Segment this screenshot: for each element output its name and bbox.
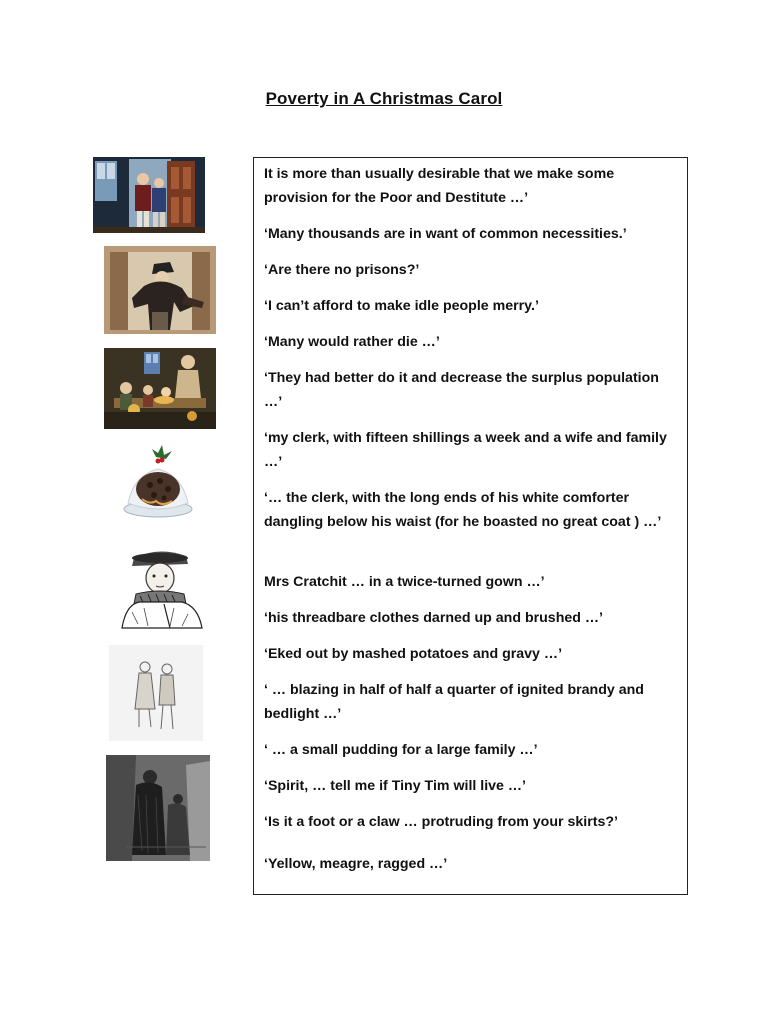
quote-idle-people-merry: ‘I can’t afford to make idle people merry.’ xyxy=(264,298,539,314)
boy-with-scarf-sketch xyxy=(104,542,214,630)
ignorance-and-want-engraving xyxy=(106,755,210,861)
doorway-gentlemen-illustration xyxy=(93,157,205,233)
quote-white-comforter: ‘… the clerk, with the long ends of his white comforter dangling below his waist (for he boasted no great coat ) …’ xyxy=(264,490,662,530)
quote-tiny-tim-live: ‘Spirit, … tell me if Tiny Tim will live …’ xyxy=(264,778,527,794)
quote-mrs-cratchit-gown: Mrs Cratchit … in a twice-turned gown …’ xyxy=(264,574,545,590)
quotes-box xyxy=(253,157,688,895)
quote-surplus-population: ‘They had better do it and decrease the surplus population …’ xyxy=(264,370,659,410)
quote-provision-for-poor: It is more than usually desirable that we make some provision for the Poor and Destitute …’ xyxy=(264,166,615,206)
page-title: Poverty in A Christmas Carol xyxy=(265,89,503,108)
christmas-pudding-illustration xyxy=(112,443,212,528)
quote-many-thousands: ‘Many thousands are in want of common necessities.’ xyxy=(264,226,627,242)
scrooge-hunched-illustration xyxy=(104,246,216,334)
quote-rather-die: ‘Many would rather die …’ xyxy=(264,334,440,350)
two-children-sketch xyxy=(109,645,203,741)
quote-are-there-no-prisons: ‘Are there no prisons?’ xyxy=(264,262,420,278)
quote-foot-or-claw: ‘Is it a foot or a claw … protruding from your skirts?’ xyxy=(264,814,618,830)
quote-ignited-brandy: ‘ … blazing in half of half a quarter of ignited brandy and bedlight …’ xyxy=(264,682,644,722)
quote-mashed-potatoes: ‘Eked out by mashed potatoes and gravy …’ xyxy=(264,646,563,662)
cratchit-family-dinner-illustration xyxy=(104,348,216,429)
quote-small-pudding: ‘ … a small pudding for a large family …’ xyxy=(264,742,538,758)
quote-yellow-meagre-ragged: ‘Yellow, meagre, ragged …’ xyxy=(264,856,448,872)
quote-my-clerk: ‘my clerk, with fifteen shillings a week and a wife and family …’ xyxy=(264,430,667,470)
quote-threadbare-clothes: ‘his threadbare clothes darned up and brushed …’ xyxy=(264,610,603,626)
